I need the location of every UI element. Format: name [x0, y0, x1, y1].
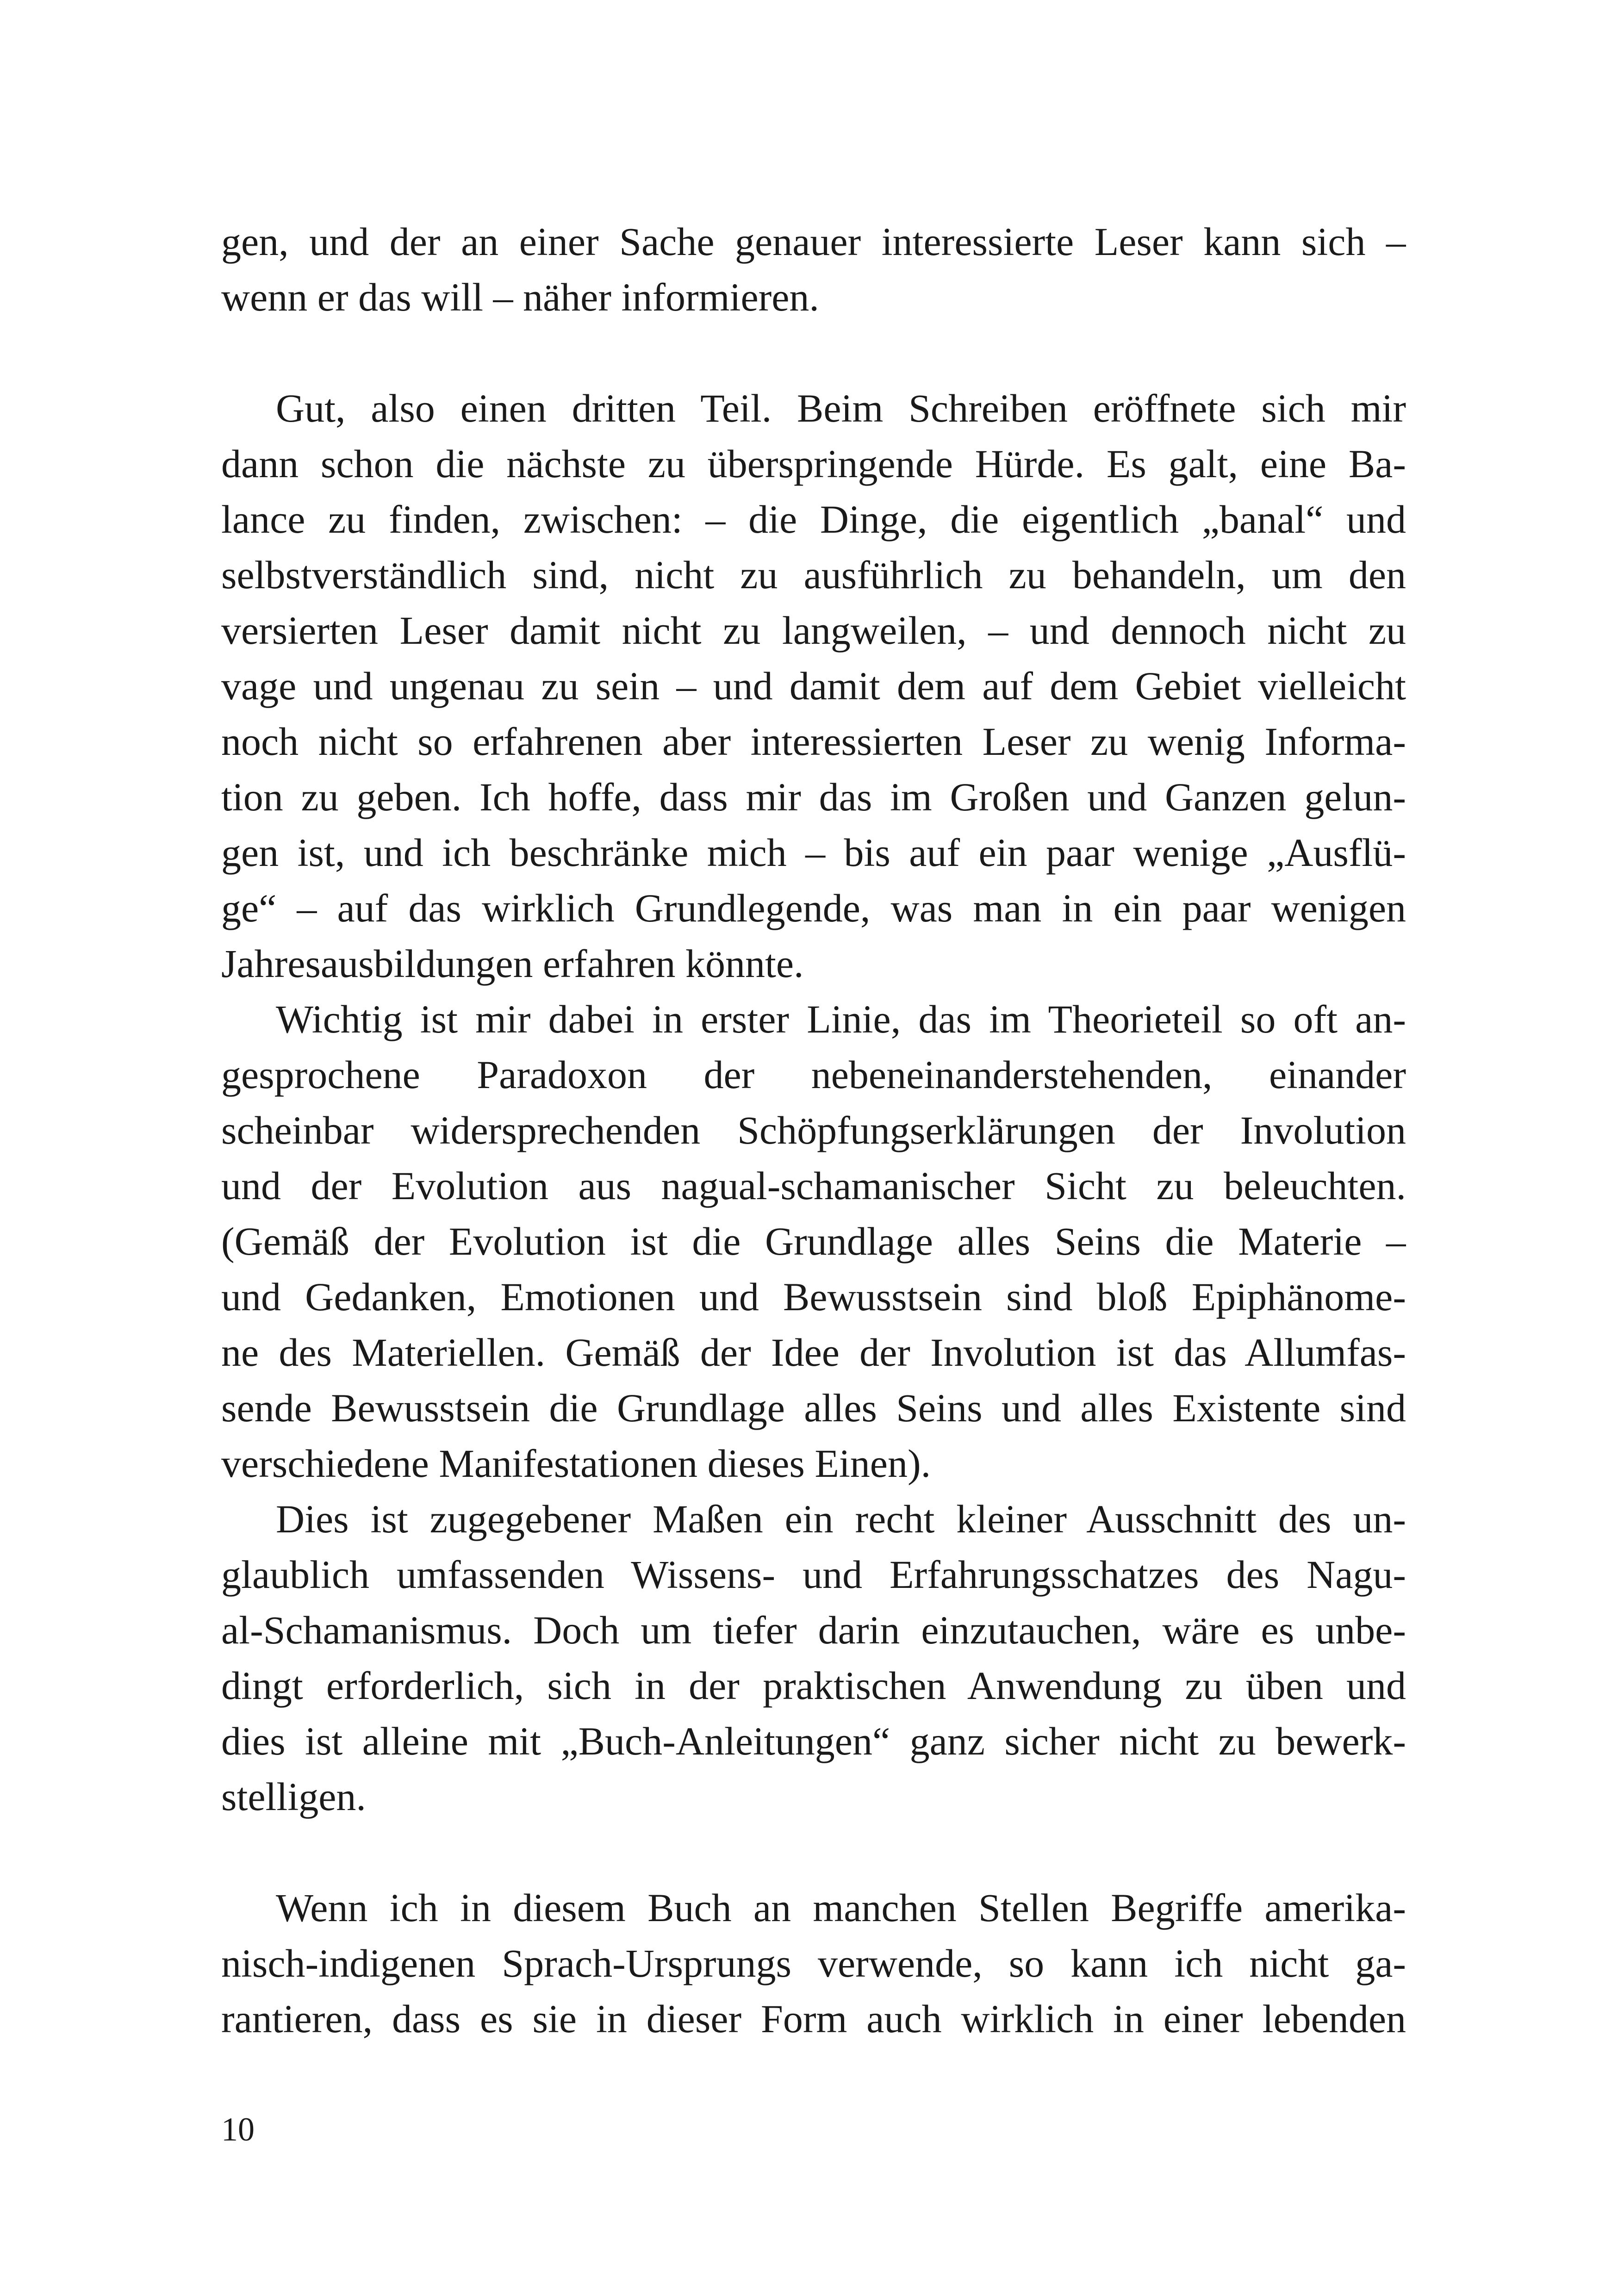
paragraph-1 [221, 214, 1406, 325]
text-line: noch nicht so erfahrenen aber interessierten Leser zu wenig Informa- [221, 719, 1406, 764]
paragraph-4 [221, 1491, 1406, 1824]
text-line: dingt erforderlich, sich in der praktischen Anwendung zu üben und [221, 1663, 1406, 1708]
text-line: vage und ungenau zu sein – und damit dem auf dem Gebiet vielleicht [221, 664, 1406, 708]
paragraph-5 [221, 1880, 1406, 2047]
text-line: ne des Materiellen. Gemäß der Idee der Involution ist das Allumfas- [221, 1330, 1406, 1375]
text-line: gesprochene Paradoxon der nebeneinanderstehenden, einander [221, 1052, 1406, 1097]
text-line: Gut, also einen dritten Teil. Beim Schreiben eröffnete sich mir [276, 386, 1406, 430]
text-line: und Gedanken, Emotionen und Bewusstsein sind bloß Epiphänome- [221, 1275, 1406, 1319]
text-line: sende Bewusstsein die Grundlage alles Seins und alles Existente sind [221, 1386, 1406, 1430]
text-line: tion zu geben. Ich hoffe, dass mir das im Großen und Ganzen gelun- [221, 775, 1406, 819]
text-line: stelligen. [221, 1774, 366, 1819]
text-line: nisch-indigenen Sprach-Ursprungs verwende, so kann ich nicht ga- [221, 1941, 1406, 1985]
page-number: 10 [221, 2111, 255, 2148]
text-line: Jahresausbildungen erfahren könnte. [221, 941, 804, 986]
body-text [221, 214, 1406, 2047]
paragraph-3 [221, 991, 1406, 1491]
text-line: ge“ – auf das wirklich Grundlegende, was man in ein paar wenigen [221, 886, 1406, 930]
text-line: dann schon die nächste zu überspringende Hürde. Es galt, eine Ba- [221, 442, 1406, 486]
text-line: wenn er das will – näher informieren. [221, 275, 819, 319]
text-line: gen, und der an einer Sache genauer interessierte Leser kann sich – [221, 219, 1406, 264]
text-line: scheinbar widersprechenden Schöpfungserklärungen der Involution [221, 1108, 1406, 1152]
text-line: glaublich umfassenden Wissens- und Erfahrungsschatzes des Nagu- [221, 1552, 1406, 1597]
text-line: dies ist alleine mit „Buch-Anleitungen“ ganz sicher nicht zu bewerk- [221, 1719, 1406, 1763]
text-line: Dies ist zugegebener Maßen ein recht kleiner Ausschnitt des un- [276, 1497, 1406, 1541]
text-line: selbstverständlich sind, nicht zu ausführlich zu behandeln, um den [221, 553, 1406, 597]
text-line: und der Evolution aus nagual-schamanischer Sicht zu beleuchten. [221, 1164, 1406, 1208]
text-line: versierten Leser damit nicht zu langweilen, – und dennoch nicht zu [221, 608, 1406, 653]
paragraph-2 [221, 380, 1406, 991]
text-line: Wenn ich in diesem Buch an manchen Stellen Begriffe amerika- [276, 1885, 1406, 1930]
text-line: gen ist, und ich beschränke mich – bis auf ein paar wenige „Ausflü- [221, 830, 1406, 875]
text-line: rantieren, dass es sie in dieser Form auch wirklich in einer lebenden [221, 1997, 1406, 2041]
text-line: lance zu finden, zwischen: – die Dinge, die eigentlich „banal“ und [221, 497, 1406, 541]
paragraph-gap [221, 325, 1406, 380]
text-line: (Gemäß der Evolution ist die Grundlage alles Seins die Materie – [221, 1219, 1406, 1263]
paragraph-gap [221, 1824, 1406, 1880]
text-line: al-Schamanismus. Doch um tiefer darin einzutauchen, wäre es unbe- [221, 1608, 1406, 1652]
text-line: verschiedene Manifestationen dieses Einen). [221, 1441, 931, 1486]
text-line: Wichtig ist mir dabei in erster Linie, das im Theorieteil so oft an- [276, 997, 1406, 1041]
